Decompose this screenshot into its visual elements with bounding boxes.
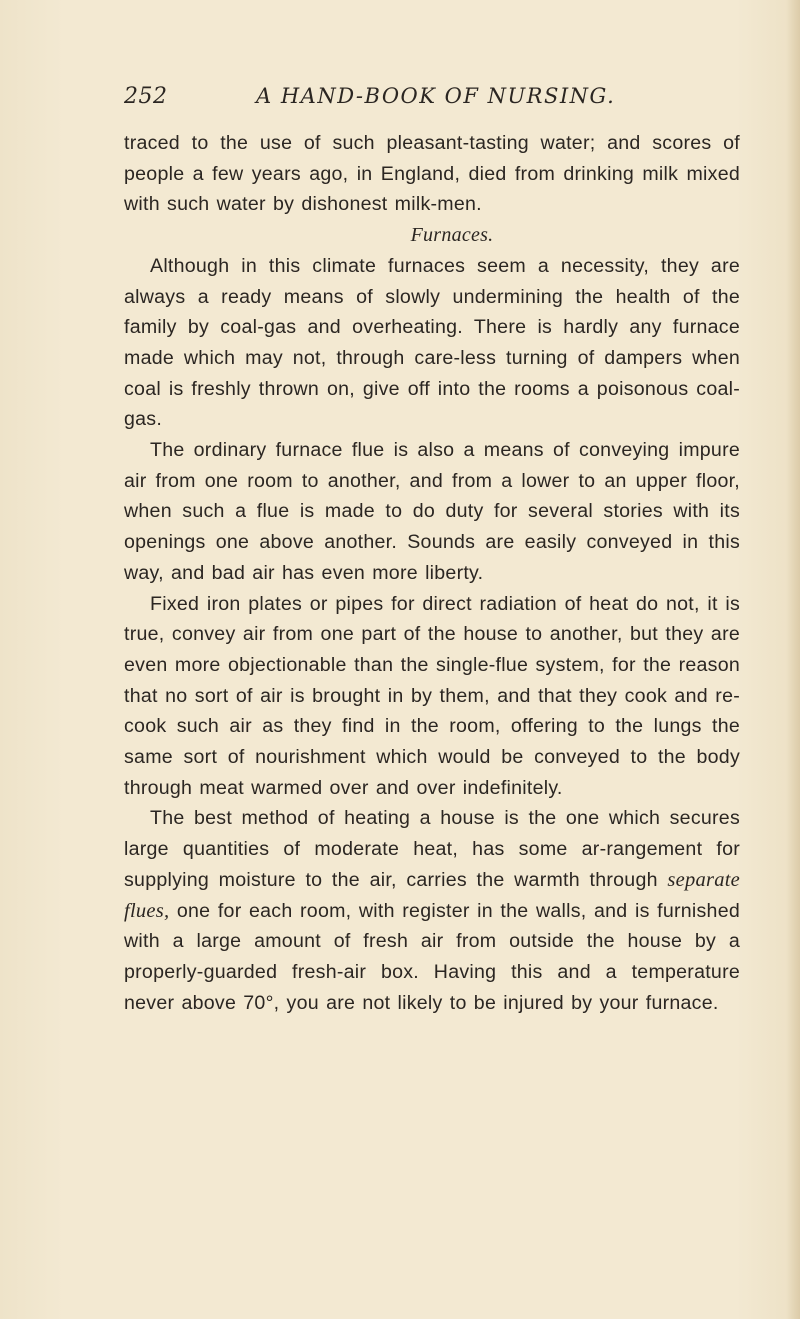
paragraph-continued: traced to the use of such pleasant-tasting water; and scores of people a few years ago, in England, died from drinking milk mixed with such water by dishonest milk-men. [124,132,740,216]
running-title: A HAND-BOOK OF NURSING. [256,84,616,108]
paragraph-furnace-flue: The ordinary furnace flue is also a means of conveying impure air from one room to another, and from a lower to an upper floor, when such a flue is made to do duty for several stories with its openings one above another. Sounds are easily conveyed in this way, and bad air has even more liberty. [124,439,740,584]
running-header [124,84,684,112]
paragraph-iron-plates: Fixed iron plates or pipes for direct radiation of heat do not, it is true, convey air from one part of the house to another, but they are even more objectionable than the single-flue system, for the reason that no sort of air is brought in by them, and that they cook and re-cook such air as they find in the room, offering to the lungs the same sort of nourishment which would be conveyed to the body through meat warmed over and over indefinitely. [124,592,740,799]
paragraph-best-method [124,803,740,1018]
page-edge-shadow [786,0,800,1319]
page-body [124,128,740,1018]
separate-flues-emphasis: separate flues, [124,868,740,922]
paragraph-furnaces-intro: Although in this climate furnaces seem a necessity, they are always a ready means of slowly undermining the health of the family by coal-gas and overheating. There is hardly any furnace made which may not, through care-less turning of dampers when coal is freshly thrown on, give off into the rooms a poisonous coal-gas. [124,254,740,431]
best-method-text-start: The best method of heating a house is the one which secures large quantities of moderate heat, has some ar-rangement for supplying moisture to the air, carries the warmth through [124,807,740,891]
section-heading-furnaces: Furnaces. [410,224,494,247]
page-number: 252 [124,84,168,109]
best-method-text-end: one for each room, with register in the walls, and is furnished with a large amount of fresh air from outside the house by a properly-guarded fresh-air box. Having this and a temperature never above 70°, you are not likely to be injured by your furnace. [124,899,740,1014]
